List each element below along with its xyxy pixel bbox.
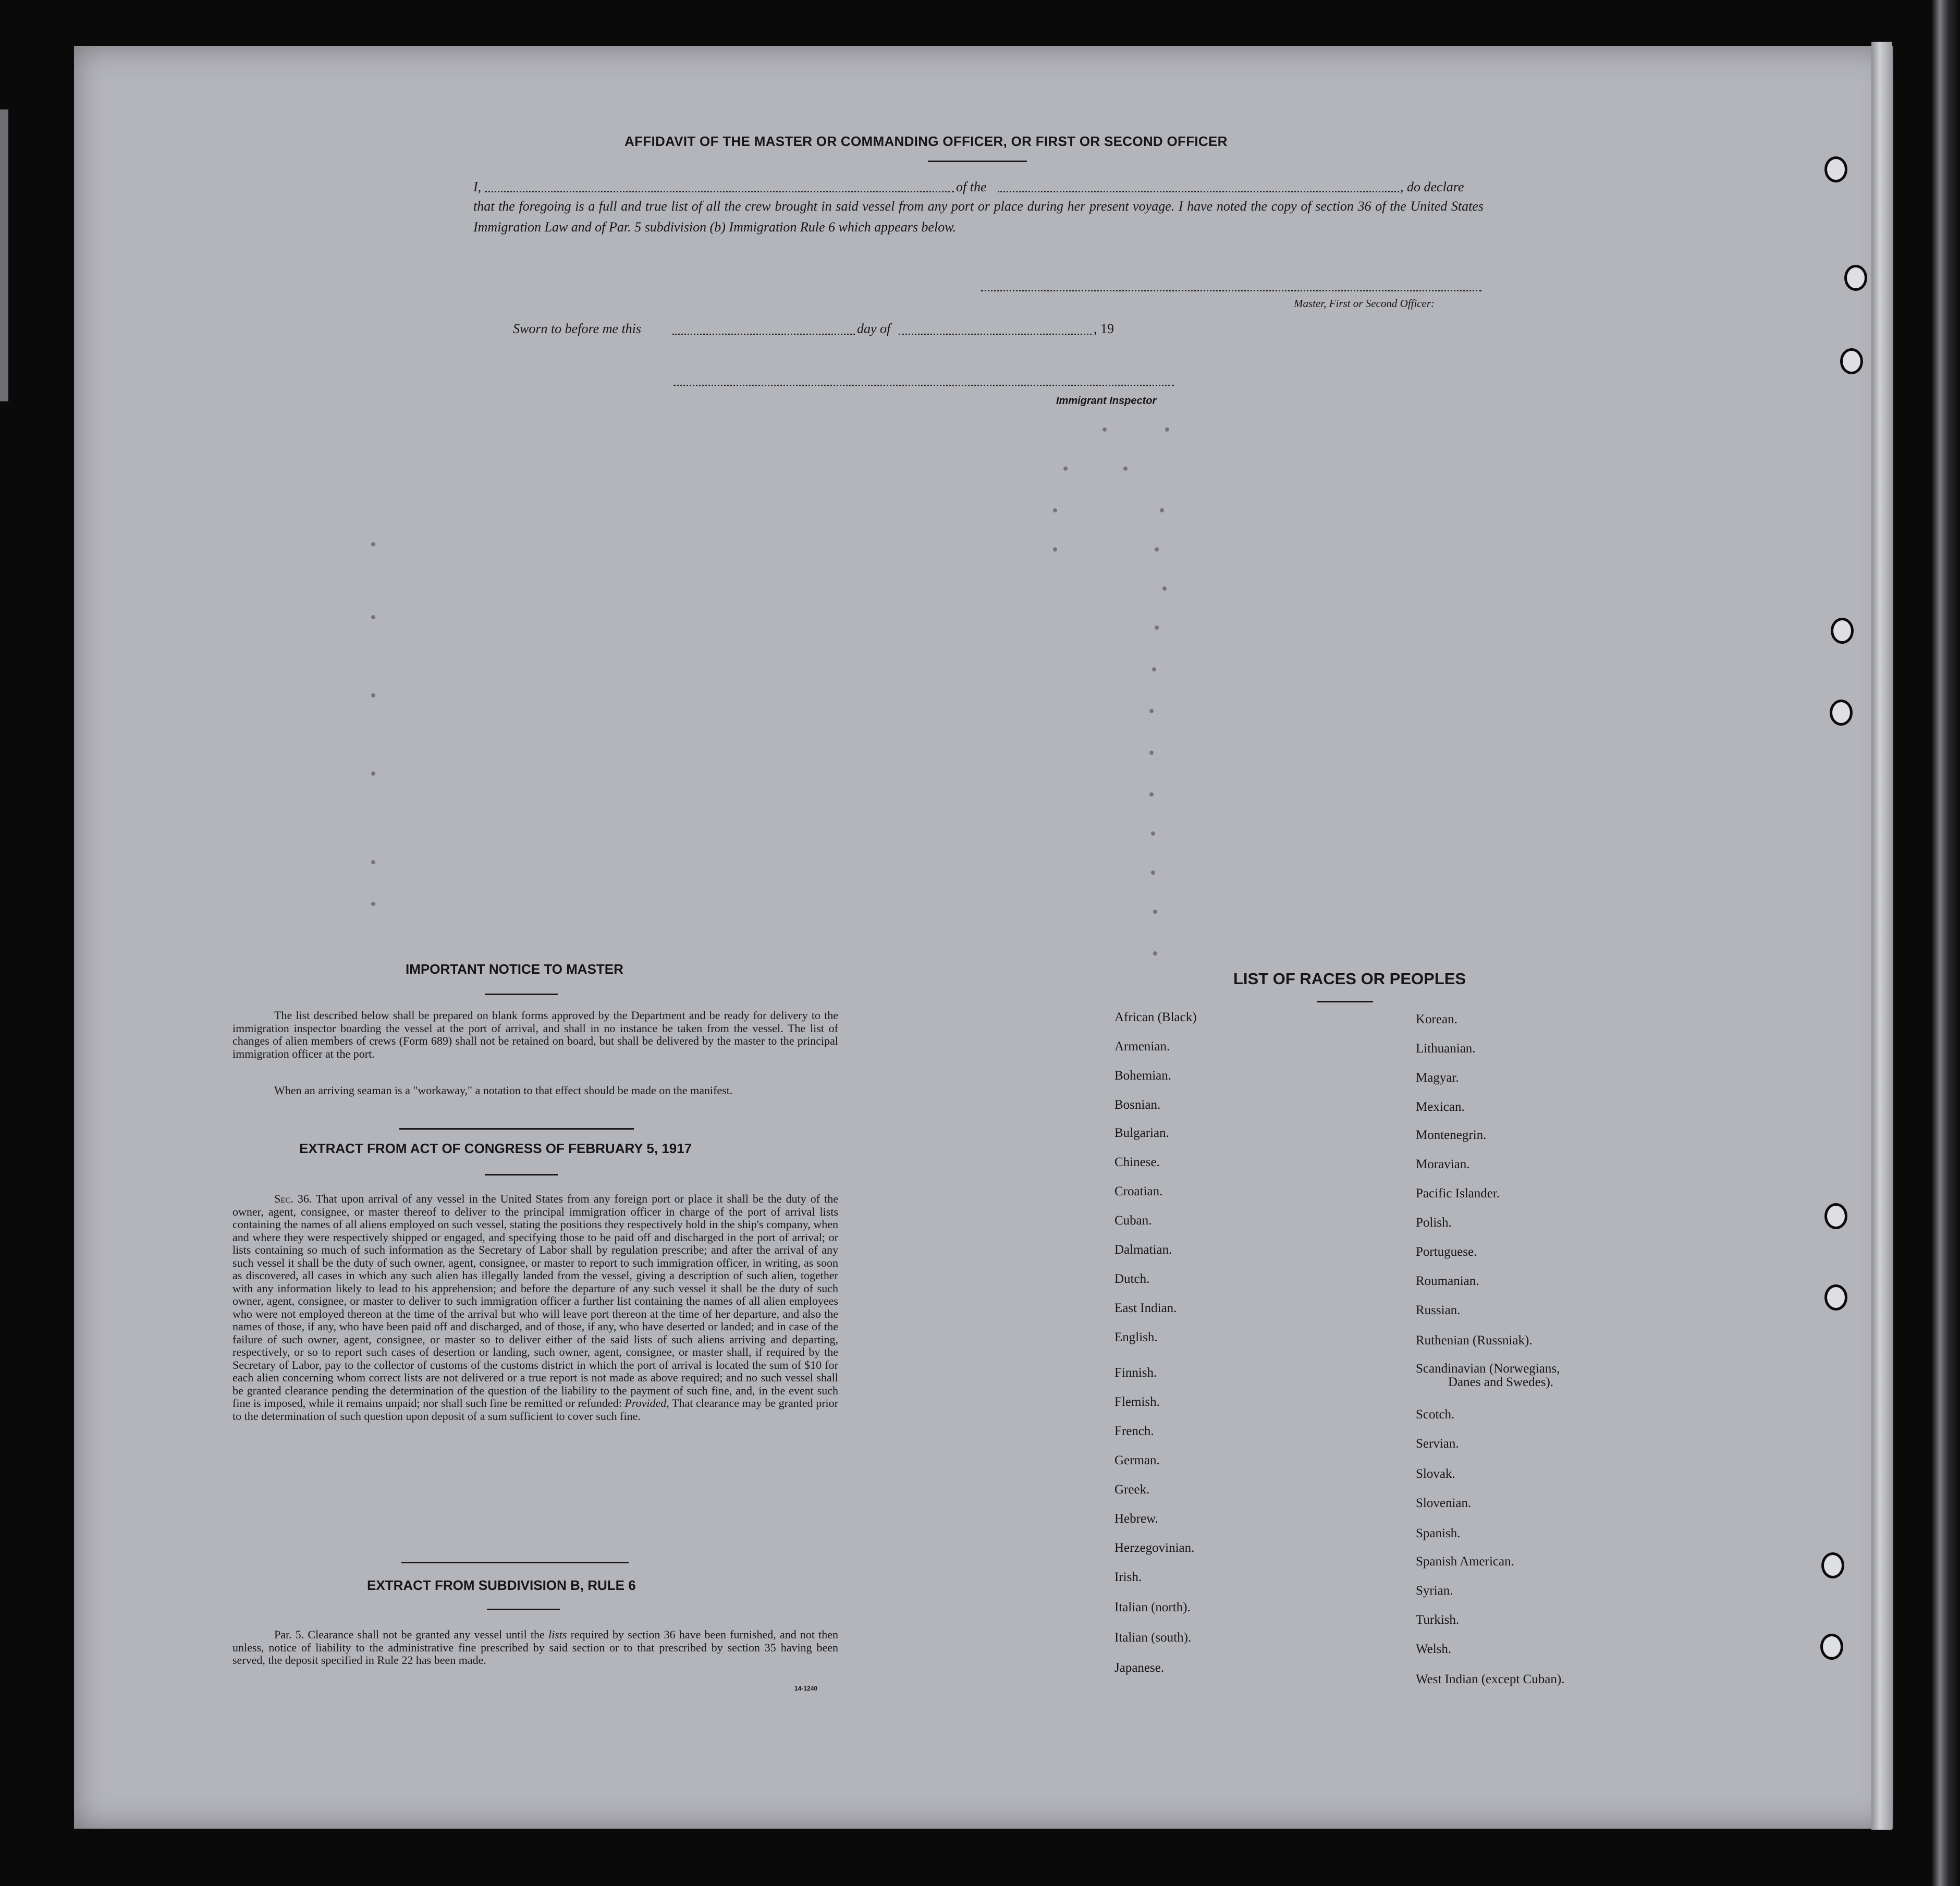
affidavit-of-the-label: of the (956, 179, 987, 194)
bleed-through-mark (371, 860, 375, 864)
sworn-label: Sworn to before me this (513, 321, 642, 336)
sworn-day-blank-line[interactable] (672, 334, 855, 335)
bleed-through-mark (1155, 626, 1159, 630)
rule-extract-title: EXTRACT FROM SUBDIVISION B, RULE 6 (367, 1577, 636, 1593)
act-extract-text-end: That clearance may be granted prior to the determination of such question upon deposit of a sum sufficient to cover such fine. (232, 1397, 838, 1423)
bleed-through-mark (1162, 586, 1167, 591)
bleed-through-mark (1102, 427, 1107, 432)
race-item: Roumanian. (1416, 1274, 1479, 1288)
rule-extract-body (232, 1628, 838, 1667)
race-item: Montenegrin. (1416, 1128, 1487, 1142)
bleed-through-mark (1149, 709, 1154, 713)
rule-extract-underline (487, 1609, 560, 1610)
act-extract-body (232, 1193, 838, 1423)
notice-paragraph-2: When an arriving seaman is a "workaway," a notation to that effect should be made on the manifest. (274, 1084, 733, 1097)
race-item: Chinese. (1114, 1155, 1160, 1169)
punch-hole (1840, 348, 1863, 374)
race-item: Greek. (1114, 1483, 1150, 1497)
race-item: Herzegovinian. (1114, 1541, 1195, 1555)
bleed-through-mark (1153, 951, 1157, 956)
notice-paragraph-1: The list described below shall be prepared on blank forms approved by the Department and be ready for delivery to the immigration inspector boarding the vessel at the port of arrival, and shall in no instance be taken from the vessel. The list of changes of alien members of crews (Form 689) shall not be retained on board, but shall be delivered by the master to the principal immigration officer at the port. (232, 1009, 838, 1060)
inspector-blank-line[interactable] (673, 385, 1174, 386)
adjacent-page-edge-left (0, 109, 8, 401)
notice-underline (485, 994, 558, 995)
race-item: French. (1114, 1424, 1154, 1438)
notice-title: IMPORTANT NOTICE TO MASTER (406, 961, 623, 977)
section-divider (399, 1128, 634, 1130)
punch-hole (1844, 265, 1867, 291)
bleed-through-mark (1152, 667, 1156, 671)
bleed-through-mark (371, 615, 375, 619)
bleed-through-mark (1151, 871, 1155, 875)
page-edge-shadow (1871, 42, 1892, 1830)
race-item: Pacific Islander. (1416, 1186, 1500, 1201)
race-item: Cuban. (1114, 1214, 1152, 1228)
year-label: , 19 (1094, 321, 1114, 336)
race-item: Portuguese. (1416, 1245, 1477, 1259)
punch-hole (1821, 1552, 1844, 1578)
rule-extract-text-end: required by section 36 have been furnished, and not then unless, notice of liability to the administrative fine prescribed by said section or to that prescribed by section 35 having been served, the deposit specified in Rule 22 has been made. (232, 1628, 839, 1667)
race-item: Croatian. (1114, 1184, 1163, 1198)
race-item: Slovak. (1416, 1467, 1455, 1481)
race-item: Dutch. (1114, 1272, 1150, 1286)
race-item: Polish. (1416, 1216, 1452, 1230)
race-item: Armenian. (1114, 1039, 1170, 1054)
race-item: Slovenian. (1416, 1496, 1472, 1510)
race-item: English. (1114, 1330, 1158, 1344)
race-item: Bohemian. (1114, 1069, 1172, 1083)
document-page (74, 46, 1893, 1829)
race-item: West Indian (except Cuban). (1416, 1672, 1565, 1686)
section-divider (401, 1562, 629, 1563)
bleed-through-mark (1053, 508, 1057, 512)
bleed-through-mark (1149, 792, 1154, 797)
race-item: Spanish. (1416, 1526, 1461, 1540)
bleed-through-mark (1160, 508, 1164, 512)
race-item: Irish. (1114, 1570, 1142, 1584)
race-item: Danes and Swedes). (1448, 1375, 1554, 1389)
race-item: Lithuanian. (1416, 1042, 1476, 1056)
races-title: LIST OF RACES OR PEOPLES (1233, 970, 1466, 988)
vessel-blank-line[interactable] (998, 191, 1399, 192)
affidavit-statement: that the foregoing is a full and true list of all the crew brought in said vessel from any port or place during her present voyage. I have noted the copy of section 36 of the United States Immigration Law and of Par. 5 subdivision (b) Immigration Rule 6 which appears below. (473, 199, 1484, 235)
race-item: Finnish. (1114, 1366, 1157, 1380)
race-item: Turkish. (1416, 1613, 1460, 1627)
race-item: Flemish. (1114, 1395, 1160, 1409)
punch-hole (1824, 1203, 1847, 1229)
race-item: Spanish American. (1416, 1554, 1514, 1569)
race-item: Scandinavian (Norwegians, (1416, 1362, 1560, 1376)
race-item: Servian. (1416, 1437, 1459, 1451)
race-item: German. (1114, 1453, 1160, 1467)
bleed-through-mark (1149, 751, 1154, 755)
signature-caption: Master, First or Second Officer: (1294, 297, 1435, 310)
punch-hole (1831, 618, 1854, 644)
race-item: Ruthenian (Russniak). (1416, 1333, 1533, 1348)
bleed-through-mark (1165, 427, 1169, 432)
race-item: African (Black) (1114, 1010, 1197, 1024)
race-item: Italian (south). (1114, 1631, 1192, 1645)
provided-label: Provided, (624, 1397, 669, 1410)
bleed-through-mark (1123, 467, 1128, 471)
race-item: Dalmatian. (1114, 1243, 1172, 1257)
punch-hole (1820, 1634, 1843, 1660)
form-number: 14-1240 (794, 1685, 818, 1692)
race-item: Italian (north). (1114, 1600, 1191, 1614)
bleed-through-mark (1151, 831, 1155, 836)
race-item: Japanese. (1114, 1661, 1165, 1675)
affidavit-do-declare-label: , do declare (1400, 179, 1464, 194)
races-title-underline (1317, 1001, 1373, 1002)
race-item: Hebrew. (1114, 1512, 1158, 1526)
section-label: Sec. 36. (274, 1192, 312, 1205)
rule-extract-text: Par. 5. Clearance shall not be granted any vessel until the (274, 1628, 545, 1641)
race-item: Korean. (1416, 1012, 1457, 1026)
act-extract-text: That upon arrival of any vessel in the United States from any foreign port or place it shall be the duty of the owner, agent, consignee, or master thereof to deliver to the principal immigration officer in charge of the port of arrival lists containing the names of all aliens employed on such vessel, stating the positions they respectively hold in the ship's company, when and where they were respectively shipped or engaged, and specifying those to be paid off and discharged in the port of arrival; or lists containing so much of such information as the Secretary of Labor shall by regulation prescribe; and after the arrival of any such vessel it shall be the duty of such owner, agent, consignee, or master to report to such immigration officer, in writing, as soon as discovered, all cases in which any such alien has illegally landed from the vessel, giving a description of such alien, together with any information likely to lead to his apprehension; and before the departure of any such vessel it shall be the duty of such owner, agent, consignee, or master to deliver to such immigration officer a further list containing the names of all alien employees who were not employed thereon at the time of the arrival but who will leave port thereon at the time of her departure, and also the names of those, if any, who have been paid off and discharged, and of those, if any, who have deserted or landed; and in case of the failure of such owner, agent, consignee, or master so to deliver either of the said lists of such aliens arriving and departing, respectively, or so to report such cases of desertion or landing, such owner, agent, consignee, or master shall, if required by the Secretary of Labor, pay to the collector of customs of the customs district in which the port of arrival is located the sum of $10 for each alien concerning whom correct lists are not delivered or a true report is not made as above required; and no such vessel shall be granted clearance pending the determination of the question of the liability to the payment of such fine, and, in the event such fine is imposed, while it remains unpaid; nor shall such fine be remitted or refunded: (232, 1192, 838, 1410)
affidavit-title: AFFIDAVIT OF THE MASTER OR COMMANDING OFFICER, OR FIRST OR SECOND OFFICER (624, 133, 1228, 149)
act-extract-underline (485, 1174, 558, 1175)
race-item: Welsh. (1416, 1642, 1452, 1656)
signature-blank-line[interactable] (981, 290, 1481, 291)
adjacent-page-edge-right (1931, 0, 1960, 1886)
inspector-caption: Immigrant Inspector (1056, 395, 1157, 407)
bleed-through-mark (1053, 547, 1057, 552)
day-of-label: day of (857, 321, 891, 336)
affidavit-i-label: I, (473, 179, 482, 194)
race-item: Scotch. (1416, 1407, 1455, 1422)
race-item: East Indian. (1114, 1301, 1177, 1315)
bleed-through-mark (371, 771, 375, 776)
race-item: Magyar. (1416, 1071, 1459, 1085)
punch-hole (1830, 700, 1853, 726)
punch-hole (1824, 156, 1847, 182)
punch-hole (1824, 1284, 1847, 1311)
bleed-through-mark (371, 902, 375, 906)
bleed-through-mark (1155, 547, 1159, 552)
title-underline (928, 161, 1027, 162)
race-item: Bosnian. (1114, 1098, 1161, 1112)
bleed-through-mark (1153, 910, 1157, 914)
race-item: Russian. (1416, 1303, 1461, 1317)
bleed-through-mark (371, 542, 375, 546)
race-item: Moravian. (1416, 1157, 1470, 1171)
race-item: Syrian. (1416, 1584, 1453, 1598)
race-item: Bulgarian. (1114, 1126, 1169, 1140)
act-extract-title: EXTRACT FROM ACT OF CONGRESS OF FEBRUARY 5, 1917 (299, 1141, 692, 1156)
race-item: Mexican. (1416, 1100, 1465, 1114)
lists-word: lists (548, 1628, 567, 1641)
sworn-month-blank-line[interactable] (899, 334, 1092, 335)
bleed-through-mark (1063, 467, 1068, 471)
bleed-through-mark (371, 693, 375, 697)
name-blank-line[interactable] (485, 191, 954, 192)
